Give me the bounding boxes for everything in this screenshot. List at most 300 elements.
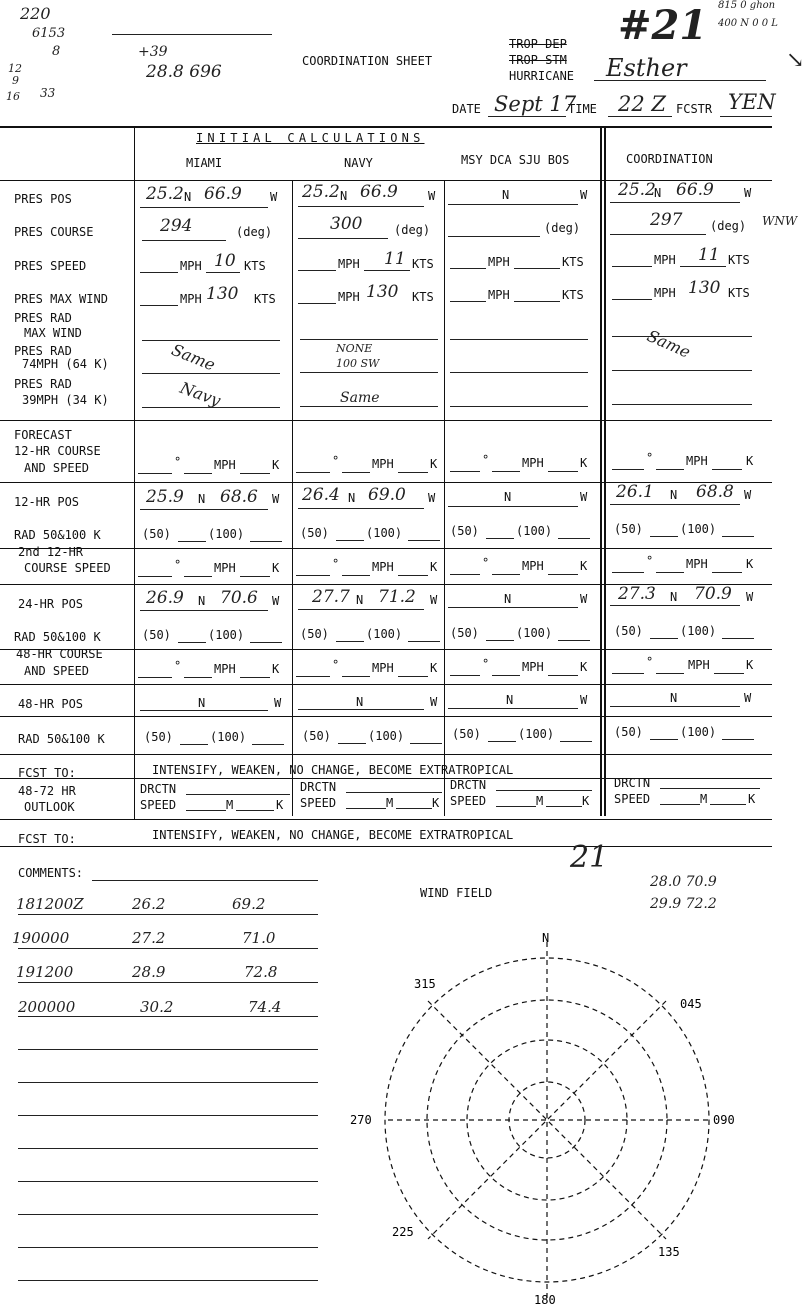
miami-rad-c-50-line [180,744,208,745]
comment-row-2-time: 190000 [12,929,70,947]
scribble-6153: 6153 [32,26,66,41]
msy-fc12-mph-line [492,471,520,472]
comments-line-2 [18,948,318,949]
msy-rad-c-50: (50) [452,727,481,741]
col-divider-coord-a [600,126,602,816]
comments-line-8 [18,1148,318,1149]
msy-rad-a-50-line [486,538,514,539]
navy-outlook-k-line [396,808,432,809]
navy-fc12-dir-line [296,472,330,473]
rule-after-fcst-to-2 [0,846,772,847]
storm-type-dep: TROP DEP [509,37,567,51]
row-label-24hr-pos: 24-HR POS [18,597,84,611]
initial-calculations-heading: INITIAL CALCULATIONS [196,131,425,145]
time-label: TIME [568,102,597,116]
msy-maxwind-kts: KTS [562,288,584,302]
coord-48-w: W [744,691,752,705]
comments-line-4 [18,1016,318,1017]
msy-24-n: N [504,592,512,606]
navy-speed-mph: MPH [338,257,360,271]
navy-pos-lon: 66.9 [360,182,398,202]
wind-label-315: 315 [414,977,436,991]
comment-row-2-lat: 27.2 [132,929,166,947]
col-head-miami: MIAMI [186,156,223,170]
outlook-label-1: 48-72 HR [18,784,76,798]
miami-rad39: Navy [177,378,224,411]
scribble-12: 12 [8,62,22,75]
miami-24-n: N [198,594,206,608]
msy-rad-c-100: (100) [518,727,555,741]
wind-label-n: N [542,931,550,945]
coord-2nd-dir-line [612,572,644,573]
msy-maxwind-mph: MPH [488,288,510,302]
miami-fc12-mph-line [184,473,212,474]
navy-rad-c-50: (50) [302,729,331,743]
coord-rad-c-50-line [650,739,678,740]
coord-rad-c-50: (50) [614,725,643,739]
navy-24-n: N [356,593,364,607]
msy-rad-a-50: (50) [450,524,479,538]
navy-48-line [298,709,424,710]
miami-fc12-degree: ° [174,455,182,469]
navy-48c-mph-line [342,676,370,677]
col-divider-navy-msy [444,181,445,816]
comments-line-7 [18,1115,318,1116]
miami-outlook-speed: SPEED [140,798,177,812]
row-label-48hr-pos: 48-HR POS [18,697,84,711]
coord-fc12-degree: ° [646,451,654,465]
wind-label-225: 225 [392,1225,414,1239]
coord-rad-a-50-line [650,536,678,537]
navy-48c-mph: MPH [372,661,394,675]
navy-outlook-drctn: DRCTN [300,780,337,794]
coord-48c-mph-line [656,673,684,674]
miami-24-lon: 70.6 [220,588,258,608]
msy-2nd-mph-line [492,574,520,575]
fcst-to-options-1: INTENSIFY, WEAKEN, NO CHANGE, BECOME EXTRATROPICAL [152,763,514,777]
navy-48c-k-line [398,676,428,677]
miami-rad-c-100-line [252,744,284,745]
miami-speed-kts: KTS [244,259,266,273]
msy-rad-a-100: (100) [516,524,553,538]
msy-fc12-degree: ° [482,453,490,467]
navy-speed-mph-line [298,270,336,271]
miami-2nd-mph-line [184,576,212,577]
coord-rad74-line [612,370,752,371]
storm-type-hurricane: HURRICANE [509,69,575,83]
rule-after-rad-a [0,548,772,549]
msy-maxwind-kts-line [514,301,560,302]
msy-rad-max-line [450,339,588,340]
navy-rad39-line [300,406,438,407]
row-label-pres-pos: PRES POS [14,192,72,206]
msy-48c-mph-line [492,675,520,676]
coord-24-lat: 27.3 [618,584,656,604]
navy-outlook-speed: SPEED [300,796,337,810]
coord-outlook-k: K [748,792,756,806]
msy-48c-k: K [580,660,588,674]
coord-fc12-mph: MPH [686,454,708,468]
navy-outlook-drctn-line [346,792,442,793]
row-label-pres-speed: PRES SPEED [14,259,87,273]
navy-rad-b-50: (50) [300,627,329,641]
miami-fc12-k-line [240,473,270,474]
coord-rad74: Same [644,326,694,362]
navy-maxwind: 130 [366,282,399,302]
coord-speed-kts: KTS [728,253,750,267]
msy-rad-b-100: (100) [516,626,553,640]
coord-outlook-drctn-line [660,788,760,789]
miami-12-lat: 25.9 [146,487,184,507]
miami-48c-k: K [272,662,280,676]
coord-12-w: W [744,488,752,502]
navy-maxwind-mph: MPH [338,290,360,304]
comment-row-4-lon: 74.4 [248,998,282,1016]
coord-speed-mph: MPH [654,253,676,267]
storm-number: #21 [618,2,708,49]
msy-fc12-dir-line [450,471,480,472]
msy-rad-b-50-line [486,640,514,641]
msy-rad-b-100-line [558,640,590,641]
coord-48c-k: K [746,658,754,672]
comment-row-1-lon: 69.2 [232,895,266,913]
miami-48c-dir-line [138,677,172,678]
row-label-forecast-3: AND SPEED [24,461,90,475]
comments-line-12 [18,1280,318,1281]
coord-pos-w: W [744,186,752,200]
navy-2nd-dir-line [296,575,330,576]
coord-maxwind-mph-line [612,299,652,300]
coord-outlook-speed: SPEED [614,792,651,806]
comment-row-1-lat: 26.2 [132,895,166,913]
navy-maxwind-kts: KTS [412,290,434,304]
rule-before-24hr [0,584,772,585]
msy-outlook-k: K [582,794,590,808]
col-divider-coord-b [604,126,606,816]
msy-fc12-k-line [548,471,578,472]
time-line [608,116,672,117]
coord-24-w: W [746,590,754,604]
scribble-8: 8 [52,44,61,59]
coord-48c-degree: ° [646,655,654,669]
navy-48-w: W [430,695,438,709]
comment-row-3-lat: 28.9 [132,963,166,981]
comments-line-6 [18,1082,318,1083]
row-label-rad74-2: 74MPH (64 K) [22,357,109,371]
navy-24-lon: 71.2 [378,587,416,607]
miami-48-n: N [198,696,206,710]
miami-course-deg: (deg) [236,225,273,239]
row-label-pres-rad-2: MAX WIND [24,326,82,340]
msy-48-w: W [580,693,588,707]
miami-48c-k-line [240,677,270,678]
miami-rad-c-50: (50) [144,730,173,744]
navy-rad74-line [300,372,438,373]
coord-fc12-dir-line [612,469,644,470]
storm-type-stm: TROP STM [509,53,567,67]
coord-48-n: N [670,691,678,705]
coord-speed-kts-line [680,266,726,267]
navy-speed: 11 [384,249,406,269]
msy-fc12-mph: MPH [522,456,544,470]
coord-48c-k-line [714,673,744,674]
miami-outlook-speed-line [186,810,226,811]
coord-course-deg: (deg) [710,219,747,233]
navy-maxwind-mph-line [298,303,336,304]
coord-rad-a-50: (50) [614,522,643,536]
coord-24-lon: 70.9 [694,584,732,604]
row-label-pres-rad-1: PRES RAD [14,311,72,325]
miami-pos-lon: 66.9 [204,184,242,204]
navy-pos-w: W [428,189,436,203]
navy-2nd-degree: ° [332,557,340,571]
coord-maxwind: 130 [688,278,721,298]
miami-2nd-k: K [272,561,280,575]
wind-label-135: 135 [658,1245,680,1259]
miami-12-w: W [272,492,280,506]
miami-outlook-drctn-line [186,794,290,795]
rule-before-48hr [0,684,772,685]
msy-speed-kts-line [514,268,560,269]
msy-rad-a-100-line [558,538,590,539]
coord-pos-lat: 25.2 [618,180,656,200]
coord-maxwind-mph: MPH [654,286,676,300]
coord-2nd-mph-line [656,572,684,573]
row-label-12hr-pos: 12-HR POS [14,495,80,509]
date-label: DATE [452,102,481,116]
navy-48c-dir-line [296,676,330,677]
row-label-pres-course: PRES COURSE [14,225,94,239]
corner-note-2: 400 N 0 0 L [718,18,778,29]
navy-rad-c-50-line [338,743,366,744]
row-label-rad-50-100-a: RAD 50&100 K [14,528,101,542]
navy-48-n: N [356,695,364,709]
miami-maxwind: 130 [206,284,239,304]
wind-field-title: WIND FIELD [420,886,493,900]
miami-24-lat: 26.9 [146,588,184,608]
rule-before-rad-c [0,716,772,717]
rule-before-12hr [0,482,772,483]
navy-course: 300 [330,214,363,234]
scribble-33: 33 [40,86,56,100]
col-divider-miami-navy [292,181,293,816]
miami-rad-a-100: (100) [208,527,245,541]
msy-2nd-dir-line [450,574,480,575]
navy-rad-b-100-line [408,641,440,642]
navy-fc12-degree: ° [332,454,340,468]
scribble-position: 28.8 696 [146,62,222,82]
comments-line-10 [18,1214,318,1215]
navy-12-lat: 26.4 [302,485,340,505]
miami-maxwind-mph-line [140,305,178,306]
miami-pos-w: W [270,190,278,204]
navy-rad-c-100: (100) [368,729,405,743]
navy-12-lon: 69.0 [368,485,406,505]
miami-rad-a-50: (50) [142,527,171,541]
coord-24-n: N [670,590,678,604]
row-label-rad39-1: PRES RAD [14,377,72,391]
navy-speed-kts-line [364,270,410,271]
storm-name: Esther [606,54,687,82]
msy-12-w: W [580,490,588,504]
miami-maxwind-mph: MPH [180,292,202,306]
coord-fc12-k: K [746,454,754,468]
coord-course-line [610,234,706,235]
miami-48c-mph-line [184,677,212,678]
coord-48c-dir-line [612,673,644,674]
navy-pos-lat: 25.2 [302,182,340,202]
coord-pos-lon: 66.9 [676,180,714,200]
msy-48c-mph: MPH [522,660,544,674]
wind-label-270: 270 [350,1113,372,1127]
msy-rad-b-50: (50) [450,626,479,640]
comment-row-4-lat: 30.2 [140,998,174,1016]
miami-fc12-mph: MPH [214,458,236,472]
msy-speed-mph-line [450,268,486,269]
coord-fc12-mph-line [656,469,684,470]
date-value: Sept 17 [494,92,577,116]
corner-note-1: 815 0 ghon [718,0,776,11]
miami-48-line [140,710,268,711]
comment-row-1-time: 181200Z [16,895,84,913]
msy-2nd-mph: MPH [522,559,544,573]
miami-rad-a-50-line [178,541,206,542]
top-blank-line [112,34,272,35]
msy-24-line [448,607,578,608]
coord-rad39-line [612,404,752,405]
msy-2nd-k-line [548,574,578,575]
msy-speed-kts: KTS [562,255,584,269]
scribble-16: 16 [6,90,20,103]
coord-outlook-speed-line [660,804,700,805]
coord-24-line [610,605,740,606]
navy-fc12-k-line [398,472,428,473]
msy-rad-c-100-line [560,741,592,742]
rule-before-fcst-to [0,754,772,755]
miami-speed-mph: MPH [180,259,202,273]
coord-rad-c-100-line [722,739,754,740]
miami-outlook-drctn: DRCTN [140,782,177,796]
coord-12-line [610,504,740,505]
msy-rad74-line [450,372,588,373]
row-label-forecast-2: 12-HR COURSE [14,444,101,458]
comments-line-5 [18,1049,318,1050]
wind-field-number: 21 [570,840,609,875]
navy-rad74-2: 100 SW [336,357,380,370]
coord-rad-a-100-line [722,536,754,537]
msy-rad-c-50-line [488,741,516,742]
miami-rad-b-100-line [250,642,282,643]
coord-outlook-m: M [700,792,708,806]
row-label-2nd12-1: 2nd 12-HR [18,545,84,559]
miami-rad-max-line [142,340,280,341]
coord-maxwind-kts: KTS [728,286,750,300]
miami-rad-a-100-line [250,541,282,542]
scribble-9: 9 [12,74,19,87]
comments-label: COMMENTS: [18,866,84,880]
fcstr-line [720,116,772,117]
msy-course-line [448,236,540,237]
miami-speed-mph-line [140,272,178,273]
row-label-48course-2: AND SPEED [24,664,90,678]
navy-speed-kts: KTS [412,257,434,271]
comments-line-11 [18,1247,318,1248]
coord-outlook-k-line [710,804,746,805]
row-label-2nd12-2: COURSE SPEED [24,561,111,575]
navy-48c-k: K [430,661,438,675]
miami-outlook-m: M [226,798,234,812]
coord-rad-a-100: (100) [680,522,717,536]
msy-24-w: W [580,592,588,606]
wind-field-side-note-1: 28.0 70.9 [650,874,717,890]
miami-rad74: Same [168,340,218,375]
msy-2nd-degree: ° [482,556,490,570]
msy-outlook-speed-line [496,806,536,807]
coord-speed: 11 [698,245,720,265]
wind-label-090: 090 [713,1113,735,1127]
comments-line-9 [18,1181,318,1182]
header-bottom-rule [0,180,772,181]
navy-24-line [298,609,424,610]
fcst-to-label-2: FCST TO: [18,832,76,846]
miami-rad-b-50-line [178,642,206,643]
sheet-title: COORDINATION SHEET [302,54,433,68]
coord-rad-max-line [612,336,752,337]
coord-course: 297 [650,210,683,230]
corner-arrow-mark: ↘ [786,48,805,73]
msy-48-n: N [506,693,514,707]
coord-rad-b-50: (50) [614,624,643,638]
msy-outlook-drctn-line [496,790,592,791]
coord-48c-mph: MPH [688,658,710,672]
navy-fc12-mph: MPH [372,457,394,471]
miami-2nd-mph: MPH [214,561,236,575]
coord-outlook-drctn: DRCTN [614,776,651,790]
navy-rad-c-100-line [410,743,442,744]
miami-speed-kts-line [206,272,240,273]
msy-fc12-k: K [580,456,588,470]
miami-12-n: N [198,492,206,506]
navy-outlook-speed-line [346,808,386,809]
navy-fc12-mph-line [342,472,370,473]
row-label-48course-1: 48-HR COURSE [16,647,103,661]
miami-24-w: W [272,594,280,608]
navy-pos-n: N [340,189,348,203]
msy-12-line [448,506,578,507]
scribble-220: 220 [20,4,51,23]
row-label-rad-50-100-c: RAD 50&100 K [18,732,105,746]
row-label-rad39-2: 39MPH (34 K) [22,393,109,407]
row-label-pres-max-wind: PRES MAX WIND [14,292,108,306]
outlook-label-2: OUTLOOK [24,800,75,814]
coord-speed-mph-line [612,266,652,267]
comments-line-0 [92,880,318,881]
fcst-to-label-1: FCST TO: [18,766,76,780]
miami-pos-lat: 25.2 [146,184,184,204]
navy-rad74-1: NONE [336,342,373,355]
navy-12-line [298,508,424,509]
fcst-to-options-2: INTENSIFY, WEAKEN, NO CHANGE, BECOME EXTRATROPICAL [152,828,514,842]
miami-2nd-k-line [240,576,270,577]
msy-outlook-m: M [536,794,544,808]
col-head-navy: NAVY [344,156,373,170]
col-head-msy: MSY DCA SJU BOS [461,153,570,167]
comment-row-2-lon: 71.0 [242,929,276,947]
date-line [488,116,566,117]
row-label-rad-50-100-b: RAD 50&100 K [14,630,101,644]
rule-after-rad-b [0,649,772,650]
msy-48-line [448,708,578,709]
